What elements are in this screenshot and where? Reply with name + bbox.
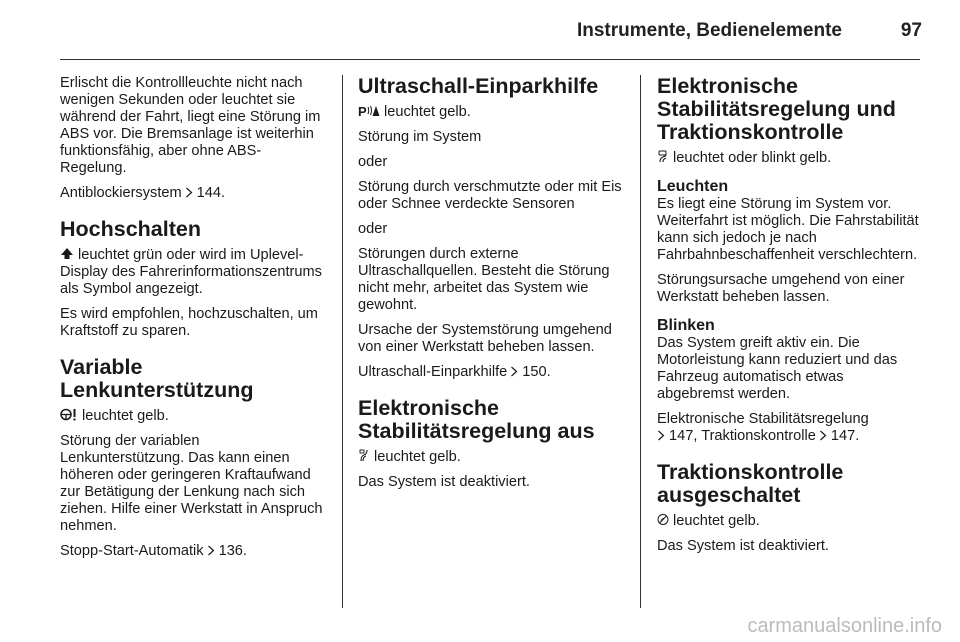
upshift-arrow-icon [60,247,74,260]
ultraschall-paragraph-3: Störung durch verschmutzte oder mit Eis oder Schnee verdeckte Sensoren [358,179,622,212]
esp-aus-paragraph-2: Das System ist deaktiviert. [358,474,530,490]
stopp-reference-page[interactable]: 136. [218,543,247,559]
stopp-start-reference [60,543,325,560]
heading-esp-traktionskontrolle: Elektronische Stabilitätsregelung und Traktionskontrolle [657,74,896,144]
esp-aus-paragraph-1 [358,449,624,466]
ultraschall-oder-1: oder [358,154,388,170]
heading-traktionskontrolle-ausgeschaltet: Traktionskontrolle ausgeschaltet [657,460,844,507]
blinken-reference-2-page[interactable]: 147. [830,428,860,444]
column-left [60,75,325,568]
ultraschall-reference [358,364,624,381]
traction-control-off-icon [657,513,669,526]
svg-text:P: P [358,104,367,117]
reference-arrow-icon [510,365,518,376]
ultraschall-paragraph-2: Störung im System [358,129,482,145]
esp-off-icon [358,449,370,462]
ultraschall-paragraph-4: Störungen durch externe Ultraschallquellen. Besteht die Störung nicht mehr, arbeitet das System wie gewohnt. [358,246,610,313]
parking-assist-icon [358,104,380,117]
column-divider-1 [342,75,343,608]
blinken-paragraph-1: Das System greift aktiv ein. Die Motorleistung kann reduziert und das Fahrzeug automatisch etwas abgebremst werden. [657,335,898,402]
tc-aus-text-1: leuchtet gelb. [673,513,760,529]
blinken-reference-1-text: Elektronische Stabilitätsregelung [657,411,869,427]
ultraschall-paragraph-1 [358,104,624,121]
variable-paragraph-1 [60,408,325,425]
leuchten-paragraph-1: Es liegt eine Störung im System vor. Weiterfahrt ist möglich. Die Fahrstabilität kann sich jedoch je nach Fahrbahnbeschaffenheit verschlechtern. [657,196,919,263]
esp-icon [657,150,669,163]
abs-intro-paragraph: Erlischt die Kontrollleuchte nicht nach wenigen Sekunden oder leuchtet sie während der Fahrt, liegt eine Störung im ABS vor. Die Bremsanlage ist weiterhin funktionsfähig, aber ohne ABS-Regelung. [60,75,321,176]
heading-hochschalten: Hochschalten [60,217,201,241]
esp-text-1: leuchtet oder blinkt gelb. [673,150,832,166]
blinken-references [657,411,923,445]
blinken-reference-1-page[interactable]: 147, [669,428,698,444]
ultraschall-reference-page[interactable]: 150. [522,364,551,380]
page-header-title: Instrumente, Bedienelemente [576,20,842,41]
esp-paragraph-1 [657,150,923,167]
leuchten-paragraph-2: Störungsursache umgehend von einer Werkstatt beheben lassen. [657,272,905,305]
footer-watermark: carmanualsonline.info [747,615,942,637]
reference-arrow-icon [207,544,215,555]
esp-aus-text-1: leuchtet gelb. [374,449,461,465]
heading-leuchten: Leuchten [657,178,729,195]
hochschalten-paragraph-2: Es wird empfohlen, hochzuschalten, um Kraftstoff zu sparen. [60,306,318,339]
column-right [657,75,923,563]
hochschalten-text-1: leuchtet grün oder wird im Uplevel-Display des Fahrerinformationszentrums als Symbol angezeigt. [60,247,322,297]
abs-reference-text: Antiblockiersystem [60,185,182,201]
reference-arrow-icon [657,429,665,440]
ultraschall-text-1: leuchtet gelb. [384,104,471,120]
variable-text-1: leuchtet gelb. [82,408,169,424]
heading-variable-lenkunterstuetzung: Variable Lenkunterstützung [60,355,254,402]
reference-arrow-icon [185,186,193,197]
column-middle [358,75,624,499]
tc-aus-paragraph-1 [657,513,923,530]
tc-aus-paragraph-2: Das System ist deaktiviert. [657,538,829,554]
hochschalten-paragraph-1 [60,247,325,298]
heading-esp-aus: Elektronische Stabilitätsregelung aus [358,396,595,443]
stopp-reference-text: Stopp-Start-Automatik [60,543,204,559]
page-number: 97 [900,20,922,41]
ultraschall-paragraph-5: Ursache der Systemstörung umgehend von einer Werkstatt beheben lassen. [358,322,612,355]
column-divider-2 [640,75,641,608]
steering-warning-icon [60,408,78,421]
heading-ultraschall-einparkhilfe: Ultraschall-Einparkhilfe [358,74,599,98]
reference-arrow-icon [819,429,827,440]
blinken-reference-2-text: Traktionskontrolle [701,428,816,444]
abs-reference [60,185,325,202]
heading-blinken: Blinken [657,317,715,334]
header-rule [60,59,920,60]
ultraschall-reference-text: Ultraschall-Einparkhilfe [358,364,508,380]
abs-reference-page[interactable]: 144. [196,185,226,201]
ultraschall-oder-2: oder [358,221,388,237]
variable-paragraph-2: Störung der variablen Lenkunterstützung. Das kann einen höheren oder geringeren Kraftaufwand zur Betätigung der Lenkung nach sich ziehen. Hilfe einer Werkstatt in Anspruch nehmen. [60,433,323,534]
